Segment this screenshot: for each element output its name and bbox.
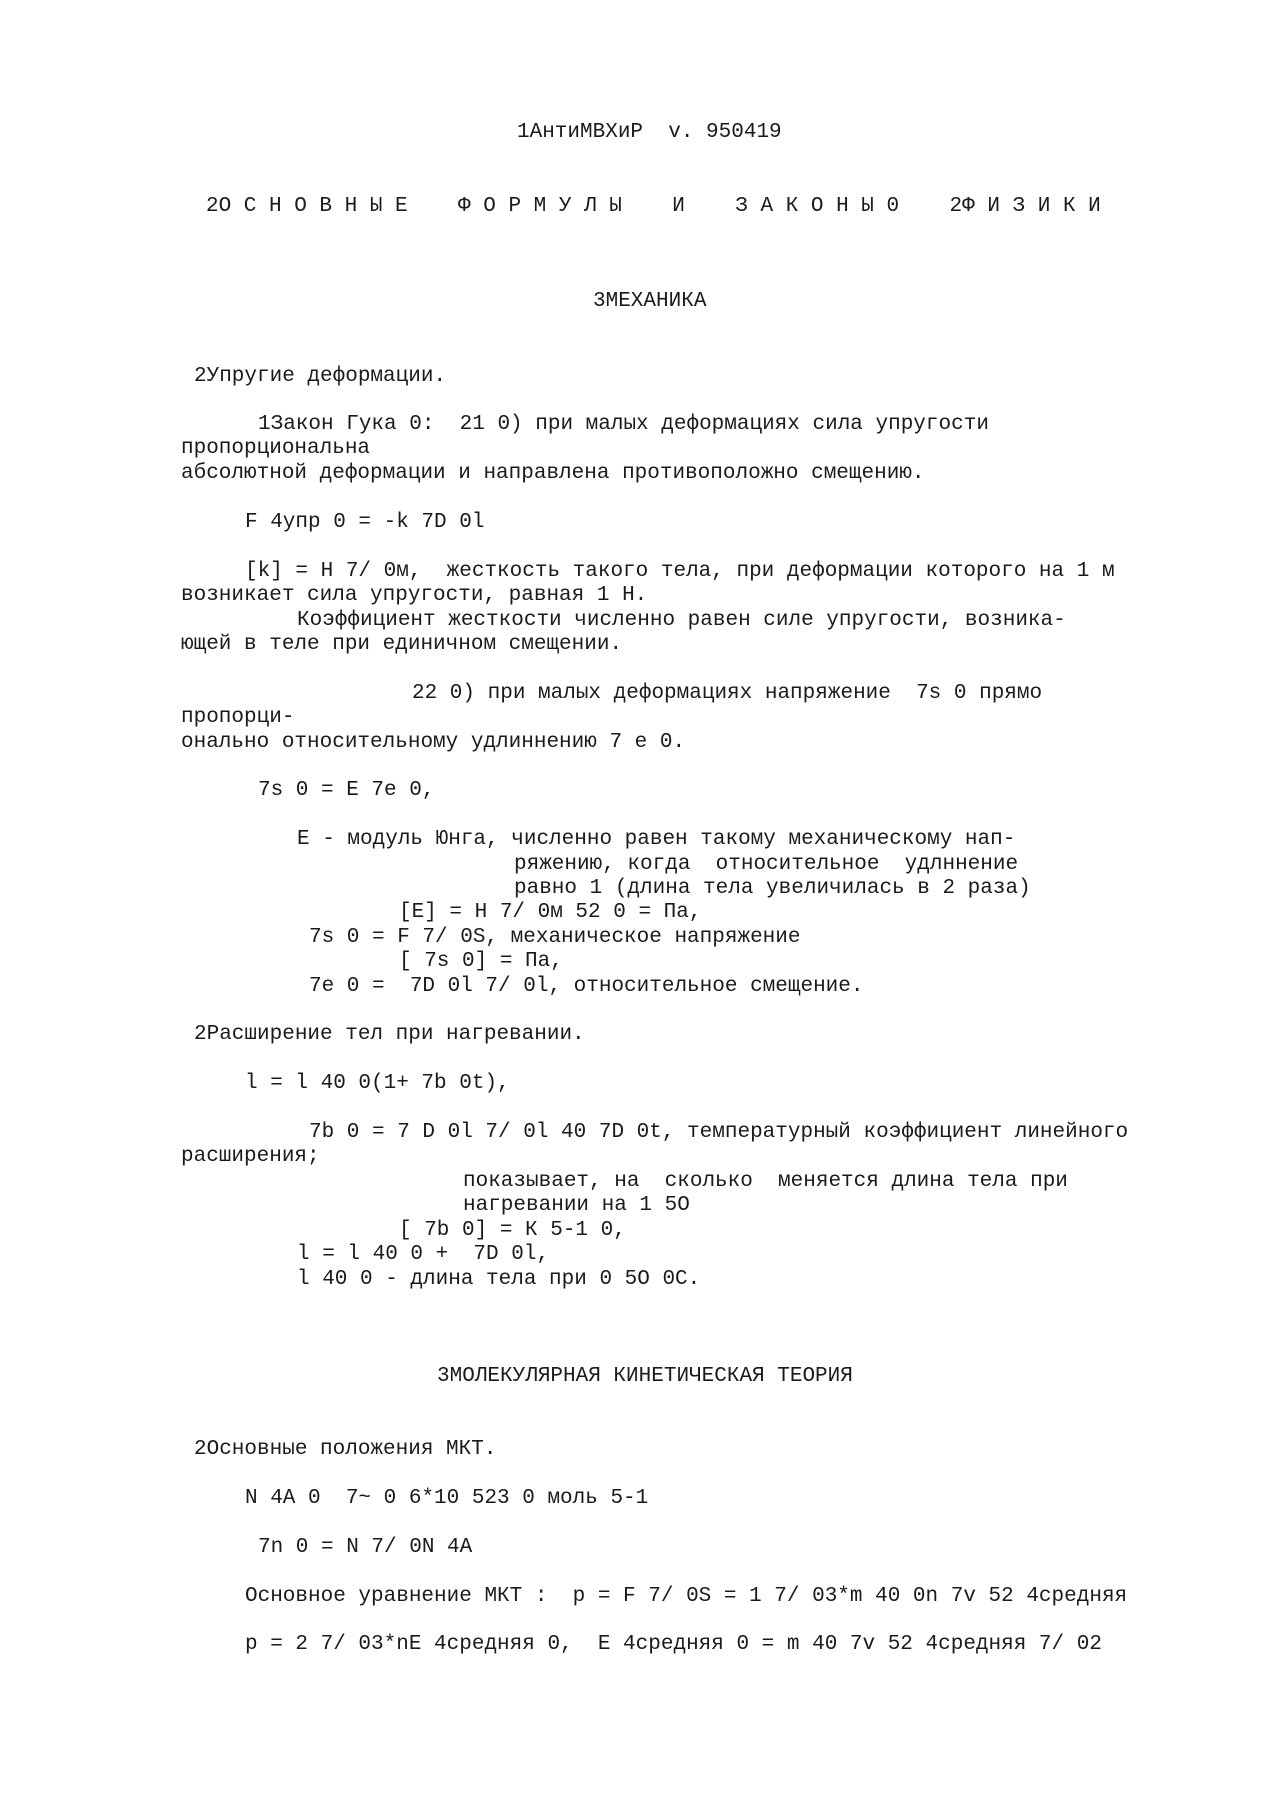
- text-line: расширения;: [181, 1145, 320, 1168]
- subsection-heading: 2Упругие деформации.: [194, 365, 447, 388]
- formula-line: [ 7s 0] = Па,: [399, 950, 563, 973]
- text-line: E - модуль Юнга, численно равен такому механическому нап-: [297, 828, 1016, 851]
- section-heading-mechanics: 3МЕХАНИКА: [593, 290, 707, 313]
- text-line: 7b 0 = 7 D 0l 7/ 0l 40 7D 0t, температурный коэффициент линейного: [309, 1121, 1129, 1144]
- formula-line: [E] = Н 7/ 0м 52 0 = Па,: [399, 901, 702, 924]
- formula-line: 7e 0 = 7D 0l 7/ 0l, относительное смещение.: [309, 975, 864, 998]
- text-line: ющей в теле при единичном смещении.: [181, 633, 623, 656]
- text-line: пропорциональна: [181, 437, 371, 460]
- formula-line: Основное уравнение МКТ : p = F 7/ 0S = 1 7/ 03*m 40 0n 7v 52 4средняя: [245, 1585, 1128, 1608]
- text-line: [k] = Н 7/ 0м, жесткость такого тела, при деформации которого на 1 м: [245, 560, 1115, 583]
- document-title: 2О С Н О В Н Ы Е Ф О Р М У Л Ы И З А К О Н Ы 0 2Ф И З И К И: [206, 195, 1101, 218]
- formula-line: l = l 40 0(1+ 7b 0t),: [245, 1072, 510, 1095]
- text-line: пропорци-: [181, 706, 295, 729]
- formula-line: p = 2 7/ 03*nE 4средняя 0, E 4средняя 0 = m 40 7v 52 4средняя 7/ 02: [245, 1633, 1102, 1656]
- text-line: показывает, на сколько меняется длина тела при: [463, 1170, 1068, 1193]
- text-line: возникает сила упругости, равная 1 Н.: [181, 584, 648, 607]
- formula-line: 7s 0 = E 7e 0,: [258, 779, 435, 802]
- section-heading-mkt: 3МОЛЕКУЛЯРНАЯ КИНЕТИЧЕСКАЯ ТЕОРИЯ: [437, 1365, 853, 1388]
- formula-line: l = l 40 0 + 7D 0l,: [297, 1243, 550, 1266]
- text-line: абсолютной деформации и направлена противоположно смещению.: [181, 462, 925, 485]
- formula-line: F 4упр 0 = -k 7D 0l: [245, 511, 485, 534]
- text-line: ряжению, когда относительное удлннение: [514, 853, 1019, 876]
- formula-line: N 4A 0 7~ 0 6*10 523 0 моль 5-1: [245, 1487, 649, 1510]
- text-line: Коэффициент жесткости численно равен силе упругости, возника-: [297, 609, 1066, 632]
- formula-line: 7n 0 = N 7/ 0N 4A: [258, 1536, 473, 1559]
- text-line: l 40 0 - длина тела при 0 5O 0C.: [297, 1268, 701, 1291]
- text-line: 22 0) при малых деформациях напряжение 7s 0 прямо: [412, 682, 1043, 705]
- subsection-heading: 2Расширение тел при нагревании.: [194, 1023, 585, 1046]
- text-line: 1Закон Гука 0: 21 0) при малых деформациях сила упругости: [258, 413, 989, 436]
- document-header: 1АнтиМВХиР v. 950419: [517, 121, 782, 144]
- text-line: нагревании на 1 5O: [463, 1194, 690, 1217]
- text-line: равно 1 (длина тела увеличилась в 2 раза): [514, 877, 1031, 900]
- formula-line: 7s 0 = F 7/ 0S, механическое напряжение: [309, 926, 801, 949]
- formula-line: [ 7b 0] = К 5-1 0,: [399, 1219, 626, 1242]
- text-line: онально относительному удлиннению 7 e 0.: [181, 731, 686, 754]
- subsection-heading: 2Основные положения МКТ.: [194, 1438, 497, 1461]
